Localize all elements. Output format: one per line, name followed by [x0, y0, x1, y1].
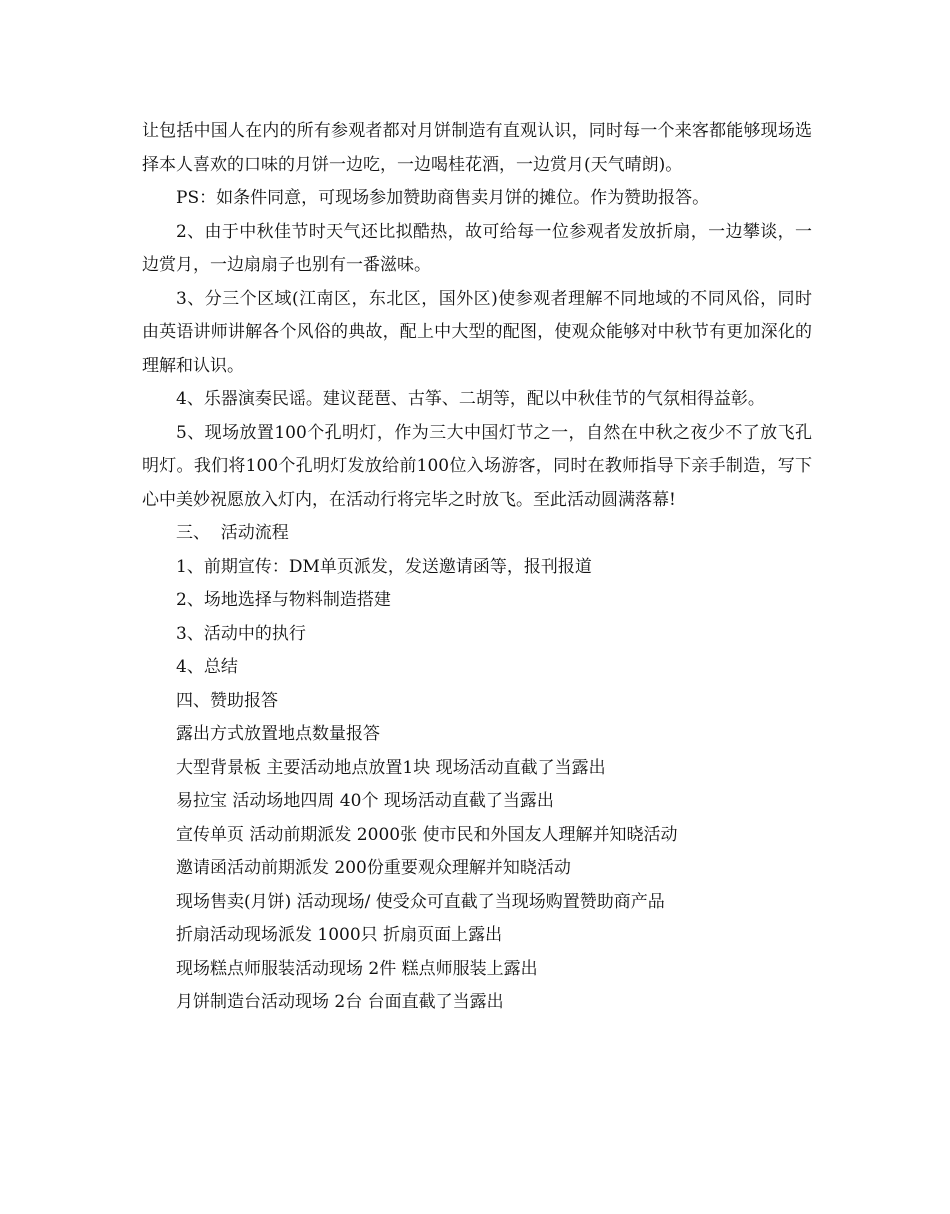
paragraph-intro: 让包括中国人在内的所有参观者都对月饼制造有直观认识，同时每一个来客都能够现场选择本人喜欢的口味的月饼一边吃，一边喝桂花酒，一边赏月(天气晴朗)。: [142, 121, 812, 175]
sponsorship-row: 大型背景板 主要活动地点放置1块 现场活动直截了当露出: [176, 757, 606, 778]
section-heading-sponsorship: 四、赞助报答: [176, 690, 278, 711]
section-heading-activity-flow: 三、 活动流程: [176, 523, 289, 543]
sponsorship-row: 易拉宝 活动场地四周 40个 现场活动直截了当露出: [176, 791, 554, 811]
sponsorship-row: 邀请函活动前期派发 200份重要观众理解并知晓活动: [176, 858, 571, 878]
sponsorship-row: 现场糕点师服装活动现场 2件 糕点师服装上露出: [176, 958, 538, 979]
paragraph-ps: PS：如条件同意，可现场参加赞助商售卖月饼的摊位。作为赞助报答。: [176, 188, 710, 208]
list-item: 4、总结: [176, 657, 238, 677]
sponsorship-row: 月饼制造台活动现场 2台 台面直截了当露出: [176, 992, 504, 1012]
paragraph-item-4: 4、乐器演奏民谣。建议琵琶、古筝、二胡等，配以中秋佳节的气氛相得益彰。: [176, 389, 765, 409]
paragraph-item-2: 2、由于中秋佳节时天气还比拟酷热，故可给每一位参观者发放折扇，一边攀谈，一边赏月，一边扇扇子也别有一番滋味。: [142, 221, 812, 275]
sponsorship-row: 宣传单页 活动前期派发 2000张 使市民和外国友人理解并知晓活动: [176, 824, 678, 845]
document-body: [142, 115, 812, 1020]
paragraph-item-3: 3、分三个区域(江南区，东北区，国外区)使参观者理解不同地域的不同风俗，同时由英语讲师讲解各个风俗的典故，配上中大型的配图，使观众能够对中秋节有更加深化的理解和认识。: [142, 288, 812, 376]
list-item: 3、活动中的执行: [176, 623, 306, 644]
sponsorship-row: 折扇活动现场派发 1000只 折扇页面上露出: [176, 925, 503, 945]
sponsorship-table-header: 露出方式放置地点数量报答: [176, 724, 380, 744]
paragraph-item-5: 5、现场放置100个孔明灯，作为三大中国灯节之一，自然在中秋之夜少不了放飞孔明灯。我们将100个孔明灯发放给前100位入场游客，同时在教师指导下亲手制造，写下心中美妙祝愿放入灯内，在活动行将完毕之时放飞。至此活动圆满落幕!: [142, 422, 812, 510]
list-item: 2、场地选择与物料制造搭建: [176, 590, 391, 610]
list-item: 1、前期宣传：DM单页派发，发送邀请函等，报刊报道: [176, 556, 592, 577]
sponsorship-row: 现场售卖(月饼) 活动现场/ 使受众可直截了当现场购置赞助商产品: [176, 891, 665, 912]
